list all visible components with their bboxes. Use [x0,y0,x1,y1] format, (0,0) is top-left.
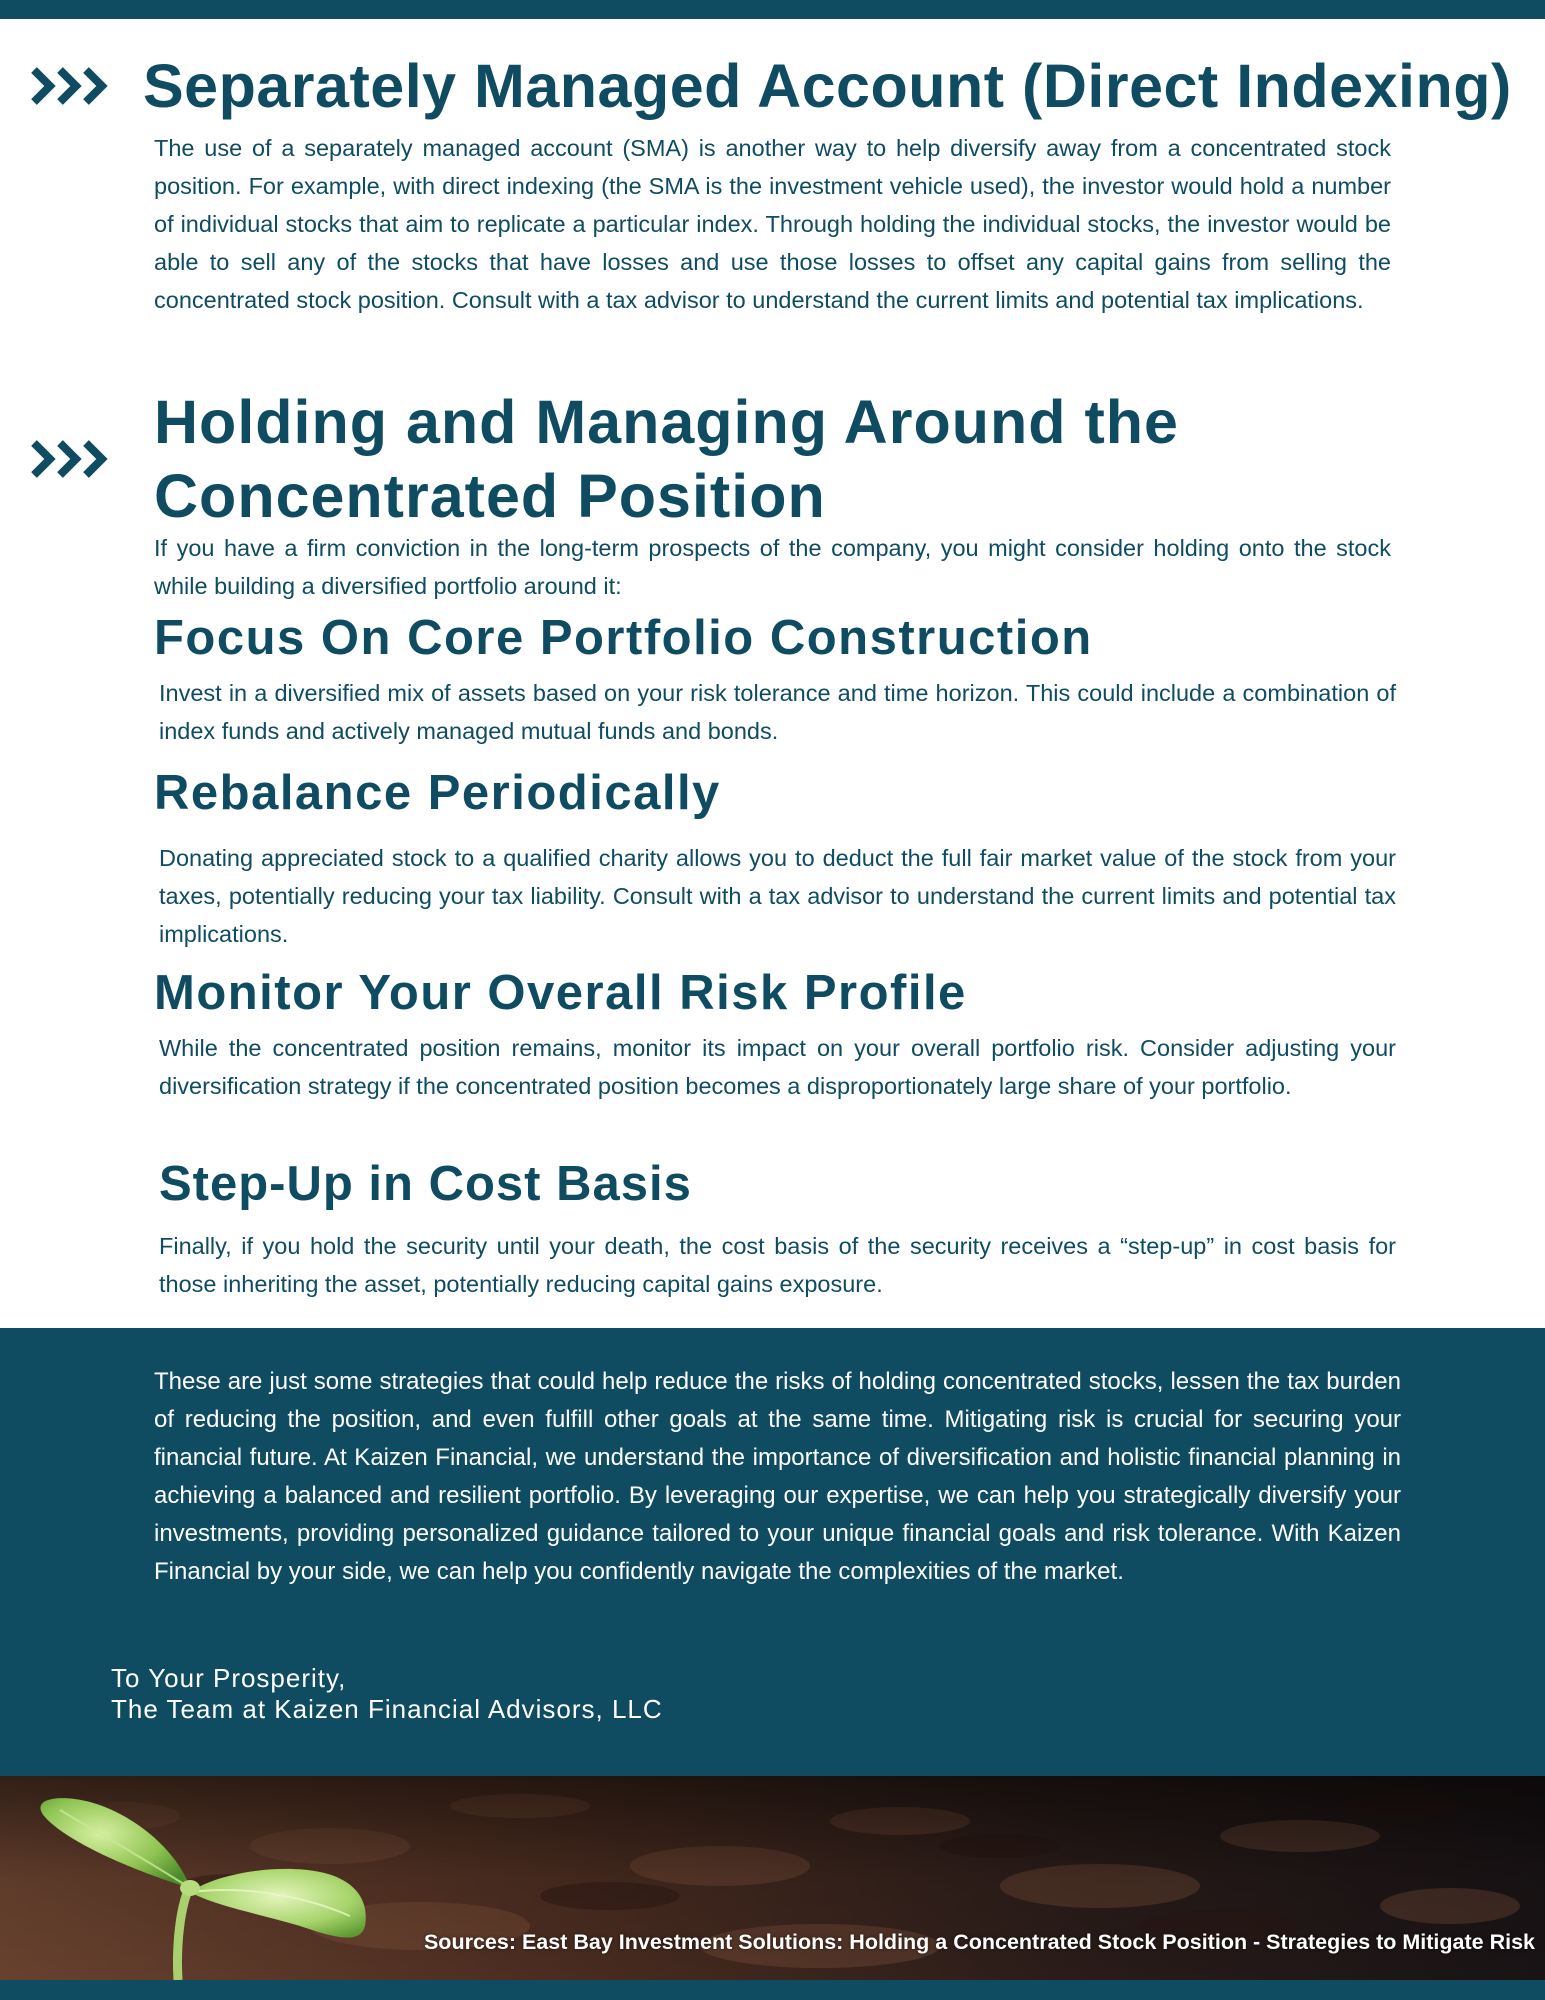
holding-title [154,385,1179,533]
signoff-line1: To Your Prosperity, [111,1663,347,1693]
triple-chevron-right-icon [30,439,110,479]
stepup-title: Step-Up in Cost Basis [159,1157,692,1211]
top-accent-bar [0,0,1545,19]
sma-body: The use of a separately managed account (SMA) is another way to help diversify away from a concentrated stock position. For example, with direct indexing (the SMA is the investment vehicle used), the investor would hold a number of individual stocks that aim to replicate a particular index. Through holding the individual stocks, the investor would be able to sell any of the stocks that have losses and use those losses to offset any capital gains from selling the concentrated stock position. Consult with a tax advisor to understand the current limits and potential tax implications. [154,135,1391,313]
monitor-body: While the concentrated position remains, monitor its impact on your overall portfolio risk. Consider adjusting your diversification strategy if the concentrated position becomes a disproportionately large share of your portfolio. [159,1035,1396,1099]
holding-title-line2: Concentrated Position [154,462,826,530]
triple-chevron-right-icon [30,66,110,106]
core-body: Invest in a diversified mix of assets based on your risk tolerance and time horizon. This could include a combination of index funds and actively managed mutual funds and bonds. [159,680,1396,744]
closing-body: These are just some strategies that could help reduce the risks of holding concentrated stocks, lessen the tax burden of reducing the position, and even fulfill other goals at the same time. Mitigating risk is crucial for securing your financial future. At Kaizen Financial, we understand the importance of diversification and holistic financial planning in achieving a balanced and resilient portfolio. By leveraging our expertise, we can help you strategically diversify your investments, providing personalized guidance tailored to your unique financial goals and risk tolerance. With Kaizen Financial by your side, we can help you confidently navigate the complexities of the market. [154,1368,1401,1585]
holding-title-line1: Holding and Managing Around the [154,388,1179,456]
sources-citation: Sources: East Bay Investment Solutions: Holding a Concentrated Stock Position - Strategies to Mitigate Risk [423,1930,1535,1954]
holding-intro: If you have a firm conviction in the long-term prospects of the company, you might consider holding onto the stock while building a diversified portfolio around it: [154,535,1391,599]
bottom-accent-bar [0,1980,1545,2000]
signoff [111,1663,663,1725]
core-title: Focus On Core Portfolio Construction [154,611,1093,665]
sma-title: Separately Managed Account (Direct Indexing) [143,52,1512,120]
rebalance-title: Rebalance Periodically [154,766,721,820]
signoff-line2: The Team at Kaizen Financial Advisors, LLC [111,1694,663,1724]
stepup-body: Finally, if you hold the security until your death, the cost basis of the security receives a “step-up” in cost basis for those inheriting the asset, potentially reducing capital gains exposure. [159,1233,1396,1297]
rebalance-body: Donating appreciated stock to a qualified charity allows you to deduct the full fair market value of the stock from your taxes, potentially reducing your tax liability. Consult with a tax advisor to understand the current limits and potential tax implications. [159,845,1396,947]
monitor-title: Monitor Your Overall Risk Profile [154,966,967,1020]
